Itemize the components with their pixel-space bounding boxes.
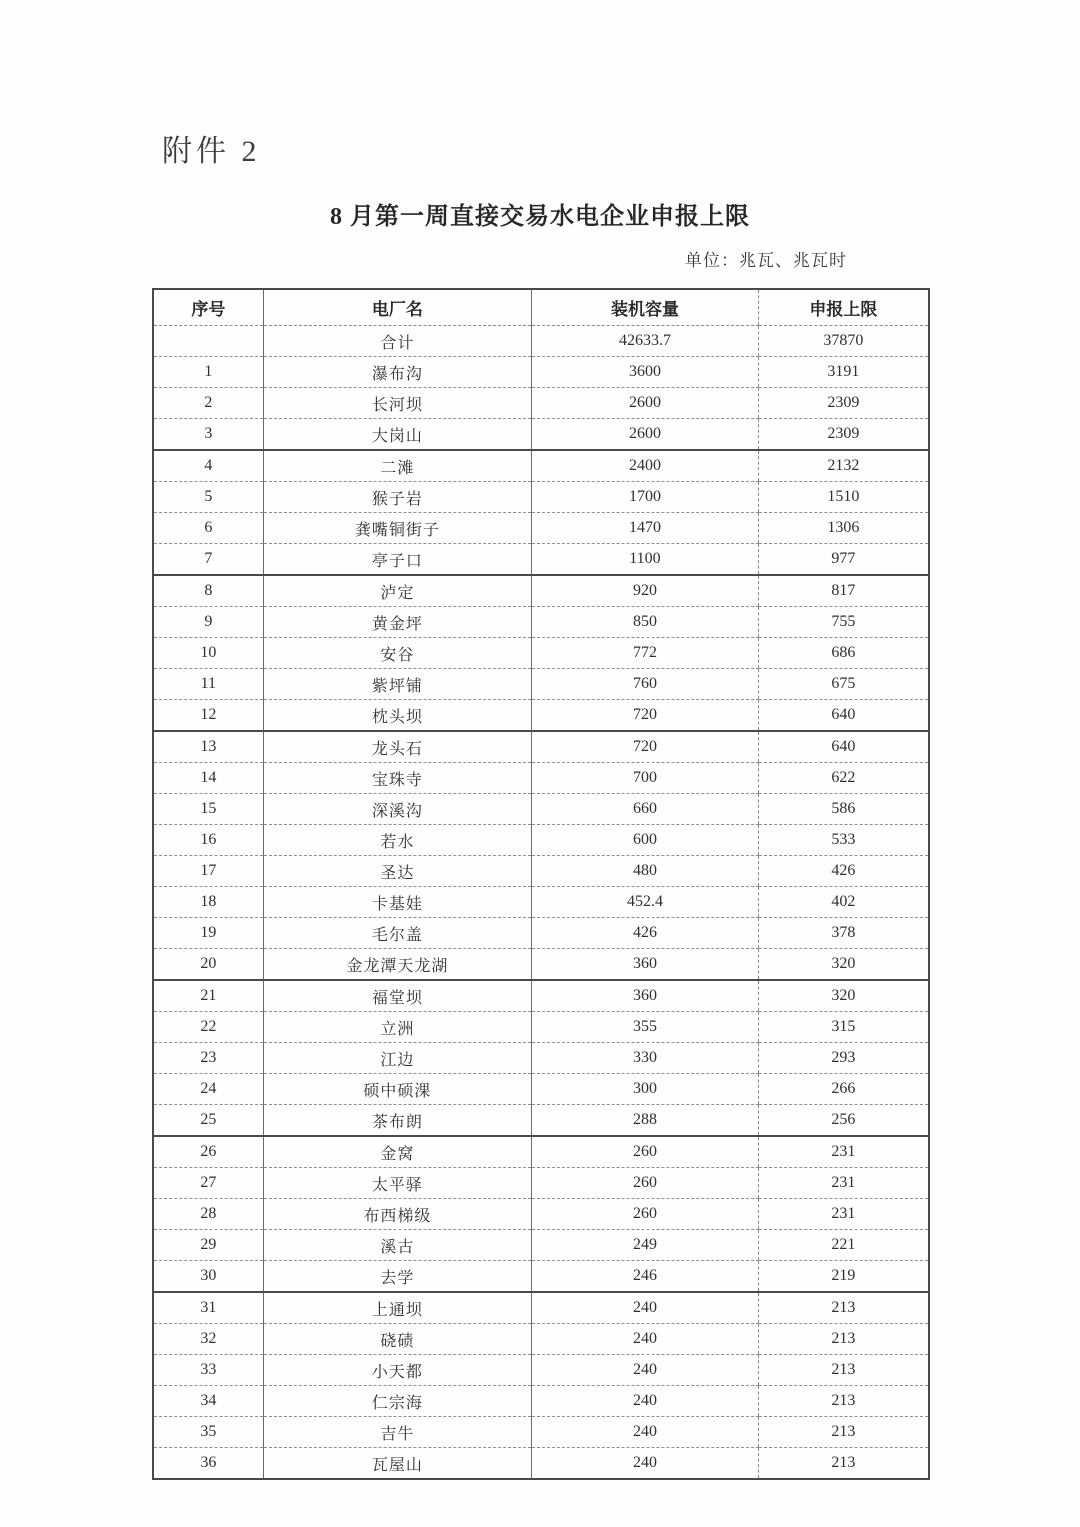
cell-capacity: 426	[532, 918, 759, 949]
cell-seq: 4	[153, 450, 263, 482]
cell-limit: 231	[758, 1136, 929, 1168]
cell-seq: 29	[153, 1230, 263, 1261]
cell-limit: 293	[758, 1043, 929, 1074]
cell-limit: 213	[758, 1448, 929, 1480]
cell-limit: 640	[758, 731, 929, 763]
table-row	[153, 1136, 929, 1168]
cell-limit: 37870	[758, 326, 929, 357]
cell-limit: 426	[758, 856, 929, 887]
cell-seq: 35	[153, 1417, 263, 1448]
table-row	[153, 763, 929, 794]
cell-limit: 640	[758, 700, 929, 732]
cell-limit: 320	[758, 949, 929, 981]
cell-capacity: 760	[532, 669, 759, 700]
table-row	[153, 1448, 929, 1480]
cell-seq: 36	[200, 1454, 217, 1471]
cell-limit: 3191	[758, 357, 929, 388]
cell-capacity: 240	[532, 1448, 759, 1480]
cell-limit: 686	[758, 638, 929, 669]
cell-limit: 213	[758, 1386, 929, 1417]
cell-seq: 11	[153, 669, 263, 700]
cell-name: 立洲	[263, 1012, 531, 1043]
cell-name: 长河坝	[263, 388, 531, 419]
table-row	[153, 856, 929, 887]
column-header: 装机容量	[532, 289, 759, 326]
cell-limit: 2132	[758, 450, 929, 482]
cell-seq: 22	[153, 1012, 263, 1043]
table-row	[153, 980, 929, 1012]
cell-seq: 15	[153, 794, 263, 825]
cell-capacity: 772	[532, 638, 759, 669]
table-row	[153, 1386, 929, 1417]
cell-name: 卡基娃	[263, 887, 531, 918]
cell-name: 若水	[263, 825, 531, 856]
cell-capacity: 2400	[532, 450, 759, 482]
cell-seq: 16	[153, 825, 263, 856]
cell-capacity: 720	[532, 731, 759, 763]
table-row	[153, 1230, 929, 1261]
cell-seq: 24	[153, 1074, 263, 1105]
cell-seq: 7	[153, 544, 263, 576]
cell-capacity: 240	[532, 1292, 759, 1324]
cell-limit: 256	[758, 1105, 929, 1137]
cell-seq: 30	[153, 1261, 263, 1293]
cell-capacity: 1100	[532, 544, 759, 576]
cell-capacity: 3600	[532, 357, 759, 388]
cell-capacity: 360	[532, 949, 759, 981]
cell-seq: 21	[153, 980, 263, 1012]
cell-seq: 20	[153, 949, 263, 981]
cell-limit: 231	[758, 1168, 929, 1199]
cell-name: 宝珠寺	[263, 763, 531, 794]
cell-name: 黄金坪	[263, 607, 531, 638]
cell-limit: 2309	[758, 419, 929, 451]
table-row	[153, 388, 929, 419]
table-row	[153, 1199, 929, 1230]
cell-capacity: 288	[532, 1105, 759, 1137]
cell-limit: 675	[758, 669, 929, 700]
cell-capacity: 2600	[532, 419, 759, 451]
column-header: 申报上限	[758, 289, 929, 326]
table-row	[153, 1417, 929, 1448]
table-row	[153, 1355, 929, 1386]
column-header: 电厂名	[263, 289, 531, 326]
cell-seq: 26	[153, 1136, 263, 1168]
table-body	[153, 326, 929, 1480]
cell-seq: 31	[153, 1292, 263, 1324]
table-row	[153, 419, 929, 451]
cell-capacity: 700	[532, 763, 759, 794]
cell-capacity: 240	[532, 1417, 759, 1448]
table-header	[153, 289, 929, 326]
cell-seq: 17	[153, 856, 263, 887]
cell-limit: 402	[758, 887, 929, 918]
cell-name: 硕中硕淉	[263, 1074, 531, 1105]
cell-name: 茶布朗	[263, 1105, 531, 1137]
cell-seq: 1	[153, 357, 263, 388]
cell-limit: 2309	[758, 388, 929, 419]
cell-name: 去学	[263, 1261, 531, 1293]
cell-capacity: 360	[532, 980, 759, 1012]
cell-name: 江边	[263, 1043, 531, 1074]
cell-limit: 315	[758, 1012, 929, 1043]
cell-seq: 25	[153, 1105, 263, 1137]
cell-seq: 33	[153, 1355, 263, 1386]
cell-capacity: 660	[532, 794, 759, 825]
table-row	[153, 1292, 929, 1324]
cell-name: 安谷	[263, 638, 531, 669]
cell-seq: 10	[153, 638, 263, 669]
cell-seq: 34	[153, 1386, 263, 1417]
cell-name: 枕头坝	[263, 700, 531, 732]
table-row	[153, 544, 929, 576]
cell-name: 泸定	[263, 575, 531, 607]
cell-limit: 219	[758, 1261, 929, 1293]
table-row	[153, 607, 929, 638]
cell-seq: 3	[153, 419, 263, 451]
table-row	[153, 1324, 929, 1355]
cell-capacity: 1470	[532, 513, 759, 544]
table-row	[153, 794, 929, 825]
report-table	[152, 288, 930, 1480]
cell-limit: 320	[758, 980, 929, 1012]
cell-name: 福堂坝	[263, 980, 531, 1012]
cell-seq: 19	[153, 918, 263, 949]
cell-name: 猴子岩	[263, 482, 531, 513]
table-row	[153, 1043, 929, 1074]
cell-name: 小天都	[263, 1355, 531, 1386]
cell-name: 深溪沟	[263, 794, 531, 825]
cell-capacity: 260	[532, 1168, 759, 1199]
table-row	[153, 638, 929, 669]
table-row	[153, 513, 929, 544]
cell-seq: 12	[153, 700, 263, 732]
cell-capacity: 240	[532, 1324, 759, 1355]
cell-limit: 586	[758, 794, 929, 825]
cell-name: 吉牛	[263, 1417, 531, 1448]
cell-name: 瓦屋山	[263, 1448, 531, 1480]
cell-name: 布西梯级	[263, 1199, 531, 1230]
cell-seq: 13	[153, 731, 263, 763]
table-row	[153, 887, 929, 918]
table-row	[153, 450, 929, 482]
cell-name: 太平驿	[263, 1168, 531, 1199]
cell-capacity: 720	[532, 700, 759, 732]
table-row	[153, 1105, 929, 1137]
cell-name: 毛尔盖	[263, 918, 531, 949]
cell-name: 紫坪铺	[263, 669, 531, 700]
cell-name: 硗碛	[263, 1324, 531, 1355]
cell-seq: 9	[153, 607, 263, 638]
cell-name: 上通坝	[263, 1292, 531, 1324]
cell-name: 金龙潭天龙湖	[263, 949, 531, 981]
cell-name: 龚嘴铜街子	[263, 513, 531, 544]
table-row	[153, 700, 929, 732]
table-row	[153, 825, 929, 856]
cell-limit: 533	[758, 825, 929, 856]
cell-seq: 6	[153, 513, 263, 544]
cell-capacity: 300	[532, 1074, 759, 1105]
cell-name: 亭子口	[263, 544, 531, 576]
cell-seq: 8	[153, 575, 263, 607]
cell-name: 金窝	[263, 1136, 531, 1168]
table-row	[153, 669, 929, 700]
table-row	[153, 1168, 929, 1199]
attachment-label: 附件 2	[162, 135, 261, 168]
table-row	[153, 482, 929, 513]
cell-capacity: 355	[532, 1012, 759, 1043]
cell-limit: 213	[758, 1417, 929, 1448]
cell-capacity: 480	[532, 856, 759, 887]
cell-name: 仁宗海	[263, 1386, 531, 1417]
cell-capacity: 2600	[532, 388, 759, 419]
cell-limit: 213	[758, 1324, 929, 1355]
table-row	[153, 949, 929, 981]
page-title: 8 月第一周直接交易水电企业申报上限	[330, 204, 750, 230]
cell-limit: 977	[758, 544, 929, 576]
cell-limit: 378	[758, 918, 929, 949]
cell-seq: 28	[153, 1199, 263, 1230]
cell-capacity: 260	[532, 1199, 759, 1230]
cell-capacity: 452.4	[532, 887, 759, 918]
total-row	[153, 326, 929, 357]
cell-capacity: 240	[532, 1355, 759, 1386]
cell-name: 二滩	[263, 450, 531, 482]
cell-name: 大岗山	[263, 419, 531, 451]
cell-limit: 213	[758, 1355, 929, 1386]
table-row	[153, 357, 929, 388]
table-row	[153, 731, 929, 763]
cell-capacity: 260	[532, 1136, 759, 1168]
table-row	[153, 918, 929, 949]
column-header: 序号	[153, 289, 263, 326]
cell-seq: 23	[153, 1043, 263, 1074]
cell-limit: 221	[758, 1230, 929, 1261]
cell-capacity: 850	[532, 607, 759, 638]
unit-note: 单位：兆瓦、兆瓦时	[685, 251, 847, 270]
cell-limit: 1510	[758, 482, 929, 513]
cell-capacity: 246	[532, 1261, 759, 1293]
cell-seq: 32	[153, 1324, 263, 1355]
cell-name: 圣达	[263, 856, 531, 887]
cell-capacity: 42633.7	[532, 326, 759, 357]
table-row	[153, 1074, 929, 1105]
table-header-row	[153, 289, 929, 326]
cell-capacity: 240	[532, 1386, 759, 1417]
table-row	[153, 1012, 929, 1043]
table-row	[153, 575, 929, 607]
cell-seq: 18	[153, 887, 263, 918]
cell-name: 龙头石	[263, 731, 531, 763]
cell-capacity: 1700	[532, 482, 759, 513]
cell-seq: 5	[153, 482, 263, 513]
cell-capacity: 249	[532, 1230, 759, 1261]
cell-limit: 1306	[758, 513, 929, 544]
cell-seq: 2	[153, 388, 263, 419]
cell-limit: 622	[758, 763, 929, 794]
cell-limit: 755	[758, 607, 929, 638]
cell-name: 合计	[263, 326, 531, 357]
cell-capacity: 600	[532, 825, 759, 856]
cell-seq	[153, 326, 263, 357]
cell-limit: 213	[758, 1292, 929, 1324]
cell-seq: 27	[153, 1168, 263, 1199]
cell-limit: 266	[758, 1074, 929, 1105]
cell-limit: 231	[758, 1199, 929, 1230]
cell-name: 溪古	[263, 1230, 531, 1261]
cell-capacity: 330	[532, 1043, 759, 1074]
cell-name: 瀑布沟	[263, 357, 531, 388]
cell-limit: 817	[758, 575, 929, 607]
table-row	[153, 1261, 929, 1293]
cell-seq: 14	[153, 763, 263, 794]
cell-capacity: 920	[532, 575, 759, 607]
